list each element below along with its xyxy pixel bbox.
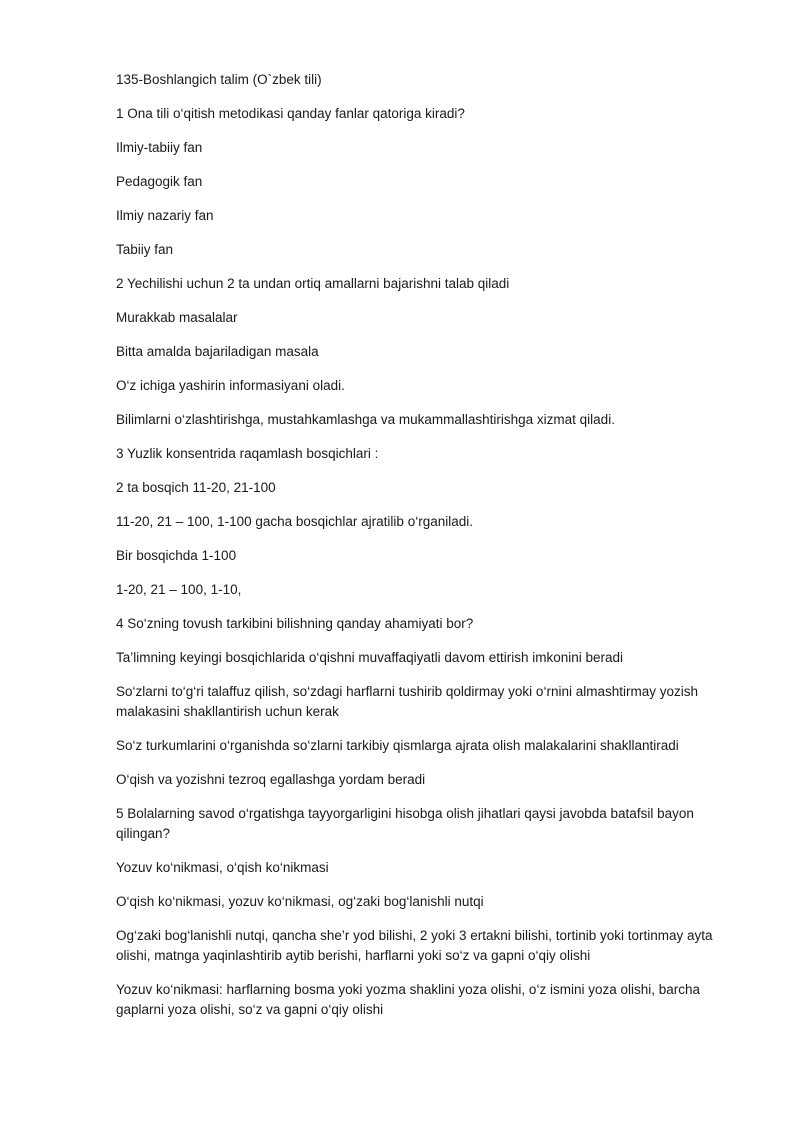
answer-3-a: 2 ta bosqich 11-20, 21-100 (116, 480, 276, 495)
answer-5-b: O‘qish ko‘nikmasi, yozuv ko‘nikmasi, og‘zaki bog‘lanishli nutqi (116, 894, 484, 909)
answer-1-d: Tabiiy fan (116, 242, 174, 257)
answer-2-c: O‘z ichiga yashirin informasiyani oladi. (116, 378, 345, 393)
answer-1-c: Ilmiy nazariy fan (116, 208, 214, 223)
answer-3-c: Bir bosqichda 1-100 (116, 548, 237, 563)
answer-5-a: Yozuv ko‘nikmasi, o‘qish ko‘nikmasi (116, 860, 329, 875)
answer-2-d: Bilimlarni o‘zlashtirishga, mustahkamlashga va mukammallashtirishga xizmat qiladi. (116, 412, 615, 427)
document-page (116, 70, 716, 1034)
answer-3-b: 11-20, 21 – 100, 1-100 gacha bosqichlar ajratilib o‘rganiladi. (116, 514, 473, 529)
answer-4-c: So‘z turkumlarini o‘rganishda so‘zlarni tarkibiy qismlarga ajrata olish malakalarini shakllantiradi (116, 738, 679, 753)
answer-4-b: So‘zlarni to‘g‘ri talaffuz qilish, so‘zdagi harflarni tushirib qoldirmay yoki o‘rnini almashtirmay yozish malakasini shakllantirish uchun kerak (116, 684, 698, 719)
question-5: 5 Bolalarning savod o‘rgatishga tayyorgarligini hisobga olish jihatlari qaysi javobda batafsil bayon qilingan? (116, 806, 694, 841)
answer-2-b: Bitta amalda bajariladigan masala (116, 344, 319, 359)
answer-4-d: O‘qish va yozishni tezroq egallashga yordam beradi (116, 772, 426, 787)
answer-4-a: Ta’limning keyingi bosqichlarida o‘qishni muvaffaqiyatli davom ettirish imkonini beradi (116, 650, 624, 665)
question-1: 1 Ona tili o‘qitish metodikasi qanday fanlar qatoriga kiradi? (116, 106, 465, 121)
answer-1-a: Ilmiy-tabiiy fan (116, 140, 203, 155)
answer-5-c: Og‘zaki bog‘lanishli nutqi, qancha she’r yod bilishi, 2 yoki 3 ertakni bilishi, tortinib yoki tortinmay ayta olishi, matnga yaqinlashtirib aytib berishi, harflarni yoki so‘z va gapni o‘qiy olishi (116, 928, 713, 963)
answer-1-b: Pedagogik fan (116, 174, 203, 189)
document-title: 135-Boshlangich talim (O`zbek tili) (116, 72, 322, 87)
question-4: 4 So‘zning tovush tarkibini bilishning qanday ahamiyati bor? (116, 616, 474, 631)
answer-2-a: Murakkab masalalar (116, 310, 238, 325)
question-2: 2 Yechilishi uchun 2 ta undan ortiq amallarni bajarishni talab qiladi (116, 276, 510, 291)
answer-3-d: 1-20, 21 – 100, 1-10, (116, 582, 242, 597)
answer-5-d: Yozuv ko‘nikmasi: harflarning bosma yoki yozma shaklini yoza olishi, o‘z ismini yoza olishi, barcha gaplarni yoza olishi, so‘z va gapni o‘qiy olishi (116, 982, 701, 1017)
question-3: 3 Yuzlik konsentrida raqamlash bosqichlari : (116, 446, 379, 461)
